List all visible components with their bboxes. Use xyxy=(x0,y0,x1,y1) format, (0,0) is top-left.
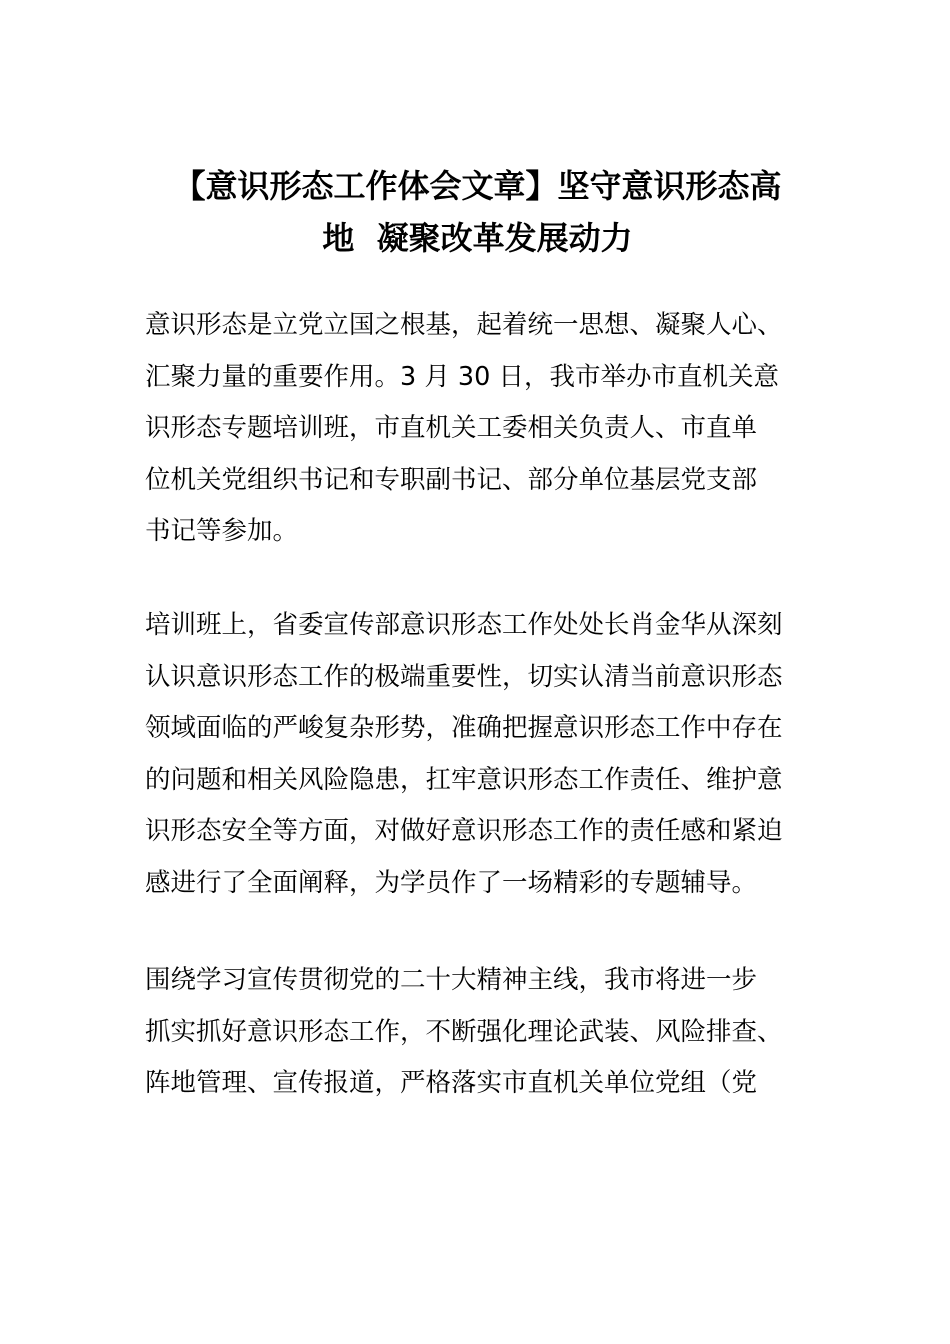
paragraph-3 xyxy=(145,955,835,1110)
document-title xyxy=(145,160,810,264)
text-line: 识形态专题培训班，市直机关工委相关负责人、市直单 xyxy=(145,413,758,443)
text-line: 意识形态是立党立国之根基，起着统一思想、凝聚人心、 xyxy=(145,310,783,340)
text-line: 围绕学习宣传贯彻党的二十大精神主线，我市将进一步 xyxy=(145,965,758,995)
text-line: 阵地管理、宣传报道，严格落实市直机关单位党组（党 xyxy=(145,1068,758,1098)
text-line: 感进行了全面阐释，为学员作了一场精彩的专题辅导。 xyxy=(145,867,758,898)
text-line: 的问题和相关风险隐患，扛牢意识形态工作责任、维护意 xyxy=(145,764,783,795)
paragraph-1 xyxy=(145,300,835,558)
text-line: 抓实抓好意识形态工作，不断强化理论武装、风险排查、 xyxy=(145,1016,783,1047)
text-line: 位机关党组织书记和专职副书记、部分单位基层党支部 xyxy=(145,464,758,495)
text-line: 识形态安全等方面，对做好意识形态工作的责任感和紧迫 xyxy=(145,816,783,846)
text-line: 书记等参加。 xyxy=(145,516,299,546)
text-line: 汇聚力量的重要作用。3 月 30 日，我市举办市直机关意 xyxy=(145,361,779,392)
text-line: 领域面临的严峻复杂形势，准确把握意识形态工作中存在 xyxy=(145,713,783,743)
text-line: 培训班上，省委宣传部意识形态工作处处长肖金华从深刻 xyxy=(145,610,783,640)
title-line: 【意识形态工作体会文章】坚守意识形态高 xyxy=(173,167,782,205)
paragraph-2 xyxy=(145,600,835,909)
text-line: 认识意识形态工作的极端重要性，切实认清当前意识形态 xyxy=(145,661,783,692)
title-line: 地 凝聚改革发展动力 xyxy=(322,219,633,257)
